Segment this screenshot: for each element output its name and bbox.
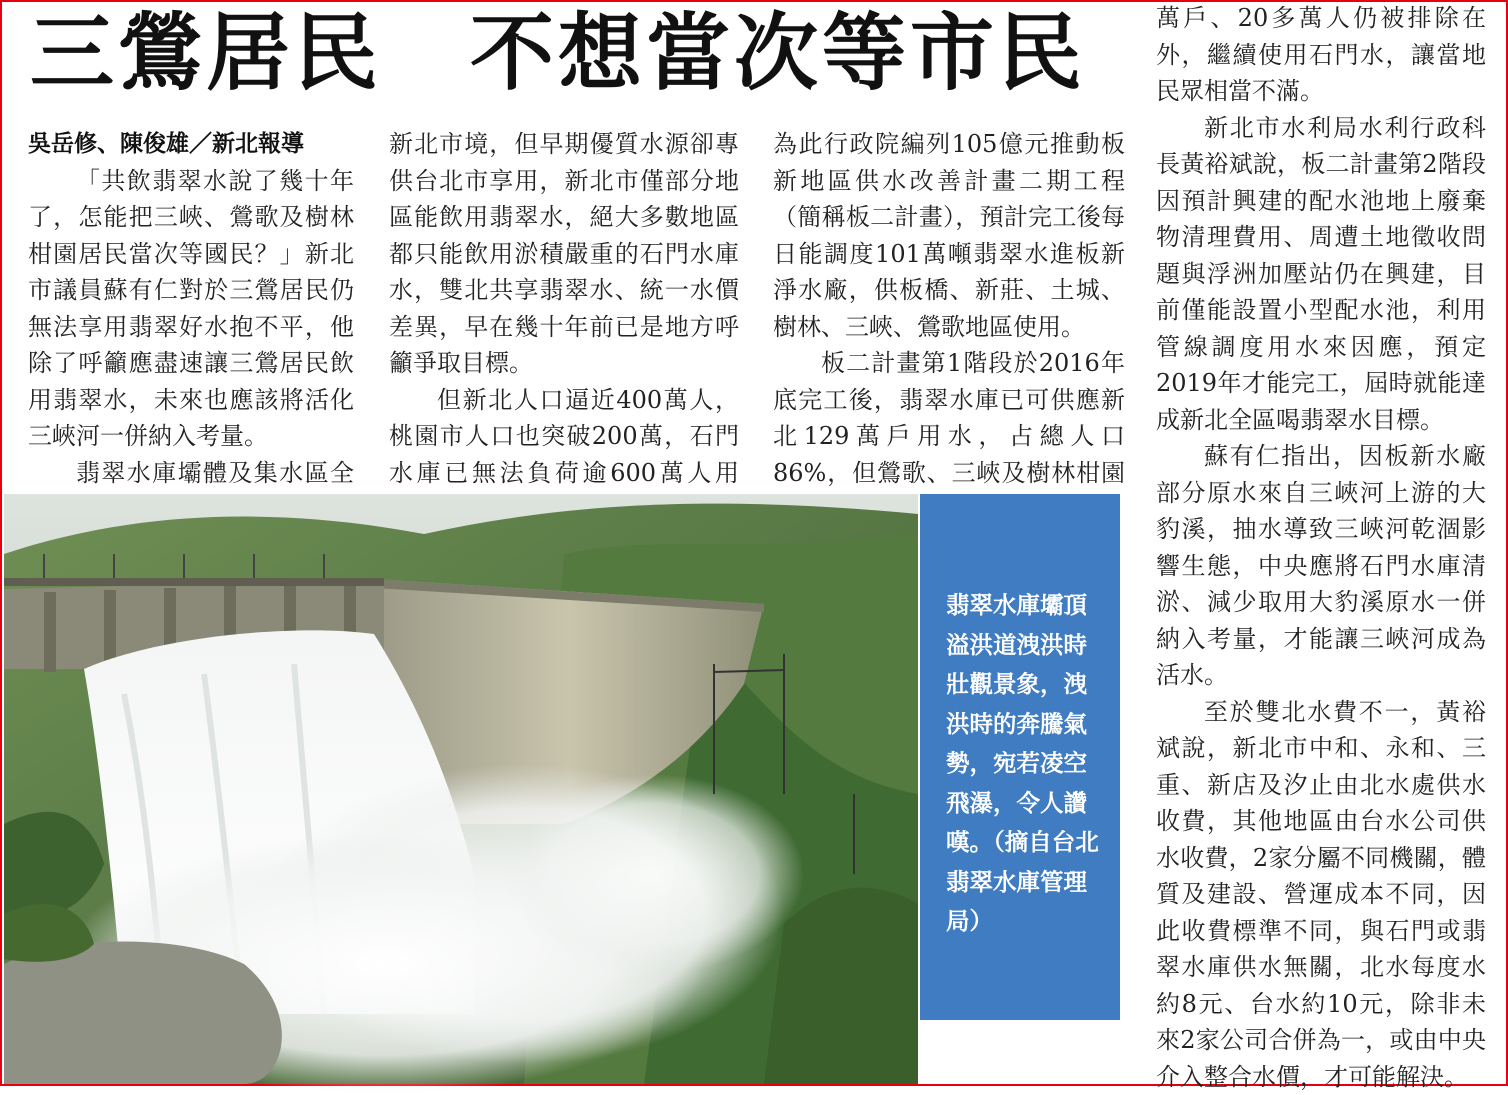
paragraph: 萬戶、20多萬人仍被排除在外，繼續使用石門水，讓當地民眾相當不滿。	[1156, 0, 1486, 110]
caption-text: 翡翠水庫壩頂溢洪道洩洪時壯觀景象，洩洪時的奔騰氣勢，宛若凌空飛瀑，令人讚嘆。（摘自台北翡翠水庫管理局）	[946, 591, 1099, 935]
dam-spillway-photo	[4, 494, 918, 1084]
headline: 三鶯居民 不想當次等市民	[30, 0, 1140, 106]
paragraph: 翡翠水庫壩體及集水區全	[28, 455, 354, 528]
paragraph: 板二計畫第1階段於2016年底完工後，翡翠水庫已可供應新北129萬戶用水，占總人口86%，但鶯歌、三峽及樹林柑園	[773, 345, 1125, 528]
paragraph: 但新北人口逼近400萬人，桃園市人口也突破200萬，石門水庫已無法負荷逾600萬人用	[389, 382, 739, 528]
byline: 吳岳修、陳俊雄／新北報導	[28, 126, 354, 163]
photo-caption	[920, 494, 1120, 1020]
paragraph: 至於雙北水費不一，黃裕斌說，新北市中和、永和、三重、新店及汐止由北水處供水收費，其他地區由台水公司供水收費，2家分屬不同機關，體質及建設、營運成本不同，因此收費標準不同，與石門或翡翠水庫供水無關，北水每度水約8元、台水約10元，除非未來2家公司合併為一，或由中央介入整合水價，才可能解決。	[1156, 694, 1486, 1095]
paragraph: 新北市水利局水利行政科長黃裕斌說，板二計畫第2階段因預計興建的配水池地上廢棄物清理費用、周遭土地徵收問題與浮洲加壓站仍在興建，目前僅能設置小型配水池，利用管線調度用水來因應，預定2019年才能完工，屆時就能達成新北全區喝翡翠水目標。	[1156, 110, 1486, 439]
article-column-1	[28, 126, 354, 482]
paragraph: 新北市境，但早期優質水源卻專供台北市享用，新北市僅部分地區能飲用翡翠水，絕大多數地區都只能飲用淤積嚴重的石門水庫水，雙北共享翡翠水、統一水價差異，早在幾十年前已是地方呼籲爭取目標。	[389, 126, 739, 382]
paragraph: 為此行政院編列105億元推動板新地區供水改善計畫二期工程（簡稱板二計畫），預計完工後每日能調度101萬噸翡翠水進板新淨水廠，供板橋、新莊、土城、樹林、三峽、鶯歌地區使用。	[773, 126, 1125, 345]
paragraph: 「共飲翡翠水說了幾十年了，怎能把三峽、鶯歌及樹林柑園居民當次等國民？」新北市議員蘇有仁對於三鶯居民仍無法享用翡翠好水抱不平，他除了呼籲應盡速讓三鶯居民飲用翡翠水，未來也應該將活化三峽河一併納入考量。	[28, 163, 354, 455]
paragraph: 蘇有仁指出，因板新水廠部分原水來自三峽河上游的大豹溪，抽水導致三峽河乾涸影響生態，中央應將石門水庫清淤、減少取用大豹溪原水一併納入考量，才能讓三峽河成為活水。	[1156, 438, 1486, 694]
article-column-3	[773, 126, 1125, 482]
article-column-4	[1156, 0, 1486, 1030]
dam-photo-illustration	[4, 494, 918, 1084]
article-column-2	[389, 126, 739, 482]
